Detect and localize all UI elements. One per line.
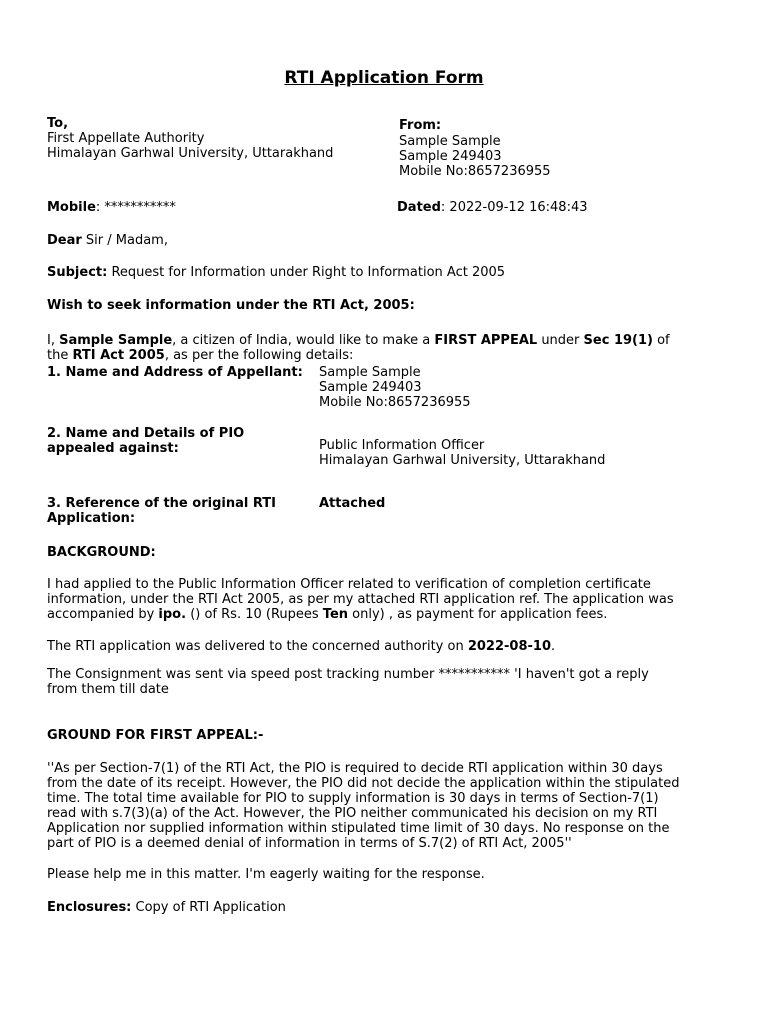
detail-2-value: Public Information Officer Himalayan Garhwal University, Uttarakhand xyxy=(319,438,606,468)
mobile-value: : *********** xyxy=(95,200,176,215)
applicant-name: Sample Sample xyxy=(59,333,173,348)
dated-label: Dated xyxy=(397,200,441,215)
salutation xyxy=(47,233,168,248)
enclosures-line xyxy=(47,900,286,915)
intro-line-2: the RTI Act 2005, as per the following details: xyxy=(47,348,354,363)
from-line-2: Sample 249403 xyxy=(399,149,502,164)
enclosures-label: Enclosures: xyxy=(47,900,132,915)
ground-heading: GROUND FOR FIRST APPEAL:- xyxy=(47,728,264,743)
page-title: RTI Application Form xyxy=(284,68,484,88)
mobile-row xyxy=(47,200,176,215)
mobile-label: Mobile xyxy=(47,200,96,215)
subject-line xyxy=(47,265,505,280)
dated-value: : 2022-09-12 16:48:43 xyxy=(440,200,588,215)
detail-3-label: 3. Reference of the original RTI Application: xyxy=(47,496,276,526)
to-block xyxy=(47,116,333,161)
wish-heading: Wish to seek information under the RTI Act, 2005: xyxy=(47,298,415,313)
detail-3-value: Attached xyxy=(319,496,386,511)
from-label: From: xyxy=(399,118,442,133)
help-line: Please help me in this matter. I'm eagerly waiting for the response. xyxy=(47,867,485,882)
to-line-2: Himalayan Garhwal University, Uttarakhand xyxy=(47,146,334,161)
subject-value: Request for Information under Right to Information Act 2005 xyxy=(107,265,506,280)
delivered-date: 2022-08-10 xyxy=(467,639,551,654)
intro-line-1: I, Sample Sample, a citizen of India, would like to make a FIRST APPEAL under Sec 19(1) of xyxy=(47,333,670,348)
detail-1-label: 1. Name and Address of Appellant: xyxy=(47,365,303,380)
enclosures-value: Copy of RTI Application xyxy=(131,900,286,915)
to-label: To, xyxy=(47,116,69,131)
subject-label: Subject: xyxy=(47,265,108,280)
dated-row xyxy=(397,200,588,215)
first-appeal-text: FIRST APPEAL xyxy=(434,333,538,348)
from-block xyxy=(399,118,551,179)
intro-paragraph xyxy=(47,333,707,363)
salutation-value: Sir / Madam, xyxy=(81,233,168,248)
background-paragraph: I had applied to the Public Information Officer related to verification of completion certificate information, under the RTI Act 2005, as per my attached RTI application ref. The application was accompanied by ipo. () of Rs. 10 (Rupees Ten only) , as payment for application fees. xyxy=(47,577,674,622)
delivered-line: The RTI application was delivered to the concerned authority on 2022-08-10. xyxy=(47,639,556,654)
section-text: Sec 19(1) xyxy=(583,333,653,348)
detail-2-label: 2. Name and Details of PIO appealed against: xyxy=(47,426,245,456)
from-line-1: Sample Sample xyxy=(399,134,501,149)
salutation-label: Dear xyxy=(47,233,82,248)
background-heading: BACKGROUND: xyxy=(47,545,156,560)
to-line-1: First Appellate Authority xyxy=(47,131,205,146)
detail-1-value: Sample Sample Sample 249403 Mobile No:8657236955 xyxy=(319,365,471,410)
consignment-paragraph: The Consignment was sent via speed post tracking number *********** 'I haven't got a reply from them till date xyxy=(47,667,649,697)
act-text: RTI Act 2005 xyxy=(72,348,165,363)
ground-paragraph: ''As per Section-7(1) of the RTI Act, the PIO is required to decide RTI application within 30 days from the date of its receipt. However, the PIO did not decide the application within the stipulated time. The total time available for PIO to supply information is 30 days in terms of Section-7(1) read with s.7(3)(a) of the Act. However, the PIO neither communicated his decision on my RTI Application nor supplied information within stipulated time limit of 30 days. No response on the part of PIO is a deemed denial of information in terms of S.7(2) of RTI Act, 2005'' xyxy=(47,761,680,851)
from-line-3: Mobile No:8657236955 xyxy=(399,164,551,179)
